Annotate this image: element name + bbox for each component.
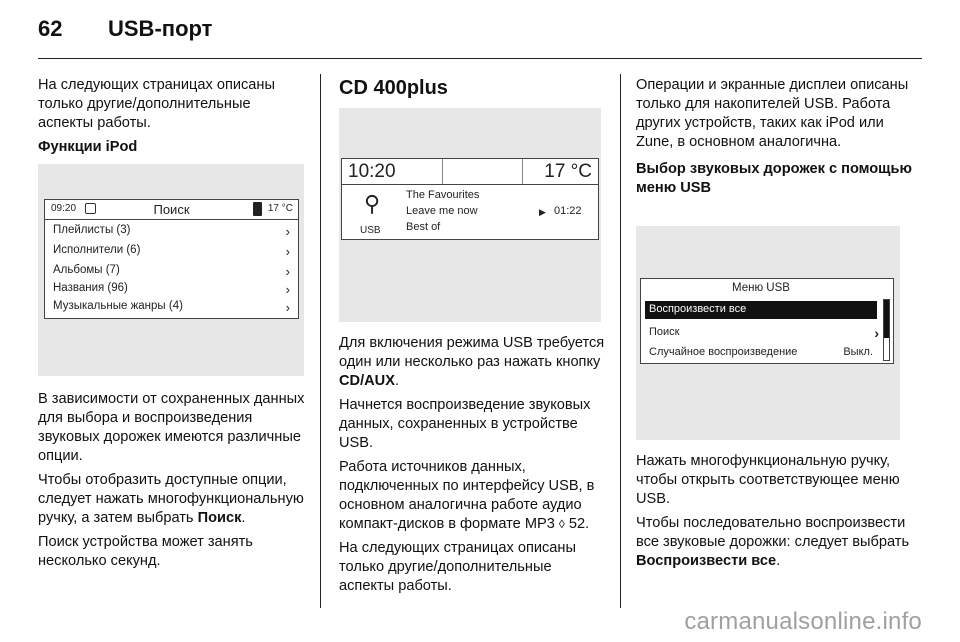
cd-time: 10:20 [348, 161, 396, 182]
ipod-display [44, 199, 299, 319]
header-rule [38, 58, 922, 59]
text-span: Чтобы отобразить доступные опции, следует нажать многофункциональную ручку, а затем выбрать [38, 472, 304, 526]
ipod-menu-item-label: Плейлисты (3) [53, 224, 131, 236]
chevron-right-icon: › [285, 282, 290, 297]
column-2 [339, 76, 605, 100]
play-all-option-label: Воспроизвести все [636, 553, 777, 569]
usb-icon: ⚲ [364, 191, 381, 216]
text-span: Работа источников данных, подключенных по интерфейсу USB, в основном аналогична работе аудио компакт-дисков в формате MP3 [339, 459, 595, 532]
column-1 [38, 76, 306, 162]
text-span: . [394, 373, 400, 389]
track-item: Leave me now [406, 205, 478, 217]
column-3-lower [636, 452, 922, 576]
usb-menu-item-play-all[interactable]: Воспроизвести все [645, 301, 877, 319]
text-span: Чтобы последовательно воспроизвести все звуковые дорожки: следует выбрать [636, 515, 910, 550]
page-reference[interactable]: 52. [564, 516, 590, 532]
col2-other-aspects-text: На следующих страницах описаны только другие/дополнительные аспекты работы. [339, 540, 576, 594]
ipod-menu-item-label: Названия (96) [53, 282, 128, 294]
ipod-screen-figure [38, 164, 304, 376]
ipod-menu-item[interactable] [53, 264, 290, 282]
text-span: . [776, 553, 781, 569]
chevron-right-icon: › [285, 224, 290, 239]
shuffle-value: Выкл. [843, 346, 873, 358]
usb-menu-item-shuffle[interactable]: Случайное воспроизведение [649, 346, 798, 358]
chevron-right-icon: › [285, 244, 290, 259]
col3-play-all-text [636, 514, 922, 571]
column-divider-2 [620, 74, 621, 608]
page-reference-arrow-icon: ◊ [558, 517, 565, 531]
cd-display [341, 158, 599, 240]
page-header [38, 16, 212, 42]
col2-usb-mode-text [339, 334, 605, 391]
ipod-menu-item[interactable] [53, 282, 290, 300]
divider-tick [522, 159, 523, 184]
usb-menu-screen-figure [636, 226, 900, 440]
usb-menu-scrollbar[interactable] [883, 299, 890, 361]
ipod-menu-item[interactable] [53, 244, 290, 262]
ipod-time: 09:20 [51, 203, 77, 214]
track-item: Best of [406, 221, 441, 233]
text-span: Для включения режима USB требуется один или несколько раз нажать кнопку [339, 335, 605, 370]
col1-search-duration: Поиск устройства может занять несколько секунд. [38, 534, 253, 569]
cd400plus-heading: CD 400plus [339, 77, 448, 99]
column-2-lower [339, 334, 605, 601]
column-3 [636, 76, 922, 203]
col1-search-instructions [38, 471, 306, 528]
ipod-menu-item-label: Музыкальные жанры (4) [53, 300, 183, 312]
usb-menu-heading: Выбор звуковых дорожек с помощью меню USB [636, 161, 912, 196]
column-1-lower [38, 390, 306, 576]
ipod-menu-item-label: Исполнители (6) [53, 244, 141, 256]
divider-tick [442, 159, 443, 184]
col3-intro: Операции и экранные дисплеи описаны только для накопителей USB. Работа других устройств, таких как iPod или Zune, в основном аналогична. [636, 77, 909, 150]
ipod-functions-heading: Функции iPod [38, 139, 138, 155]
page-number: 62 [38, 16, 63, 41]
ipod-status-bar [45, 200, 298, 220]
usb-menu-display [640, 278, 894, 364]
usb-menu-item-search[interactable]: Поиск [649, 326, 680, 338]
ipod-menu-item[interactable] [53, 300, 290, 318]
ipod-menu-item-label: Альбомы (7) [53, 264, 120, 276]
col1-options-text: В зависимости от сохраненных данных для выбора и воспроизведения звуковых дорожек имеются различные опции. [38, 391, 305, 464]
phone-icon [253, 202, 262, 216]
ipod-menu-item[interactable] [53, 224, 290, 242]
ipod-temperature: 17 °C [267, 203, 293, 214]
col2-usb-sources-text [339, 458, 605, 534]
search-option-label: Поиск [197, 510, 242, 526]
col3-open-menu-text: Нажать многофункциональную ручку, чтобы открыть соответствующее меню USB. [636, 453, 900, 507]
track-item: The Favourites [406, 189, 480, 201]
column-divider-1 [320, 74, 321, 608]
cd-status-divider [342, 184, 598, 185]
watermark: carmanualsonline.info [684, 608, 922, 635]
play-icon: ▶ [539, 207, 546, 217]
chevron-right-icon: › [285, 300, 290, 315]
usb-label: USB [360, 225, 381, 236]
chevron-right-icon: › [285, 264, 290, 279]
scrollbar-thumb[interactable] [884, 300, 889, 338]
cd-screen-figure [339, 108, 601, 322]
col2-playback-text: Начнется воспроизведение звуковых данных, сохраненных в устройстве USB. [339, 397, 591, 451]
cd-temperature: 17 °C [544, 161, 592, 182]
cd-aux-button-label: CD/AUX [339, 373, 395, 389]
track-duration: 01:22 [554, 205, 582, 217]
chevron-right-icon: › [874, 325, 879, 341]
ipod-screen-title: Поиск [153, 202, 190, 217]
text-span: . [241, 510, 246, 526]
usb-menu-title: Меню USB [732, 282, 790, 294]
col1-intro: На следующих страницах описаны только другие/дополнительные аспекты работы. [38, 77, 275, 131]
page-title: USB-порт [108, 16, 213, 41]
